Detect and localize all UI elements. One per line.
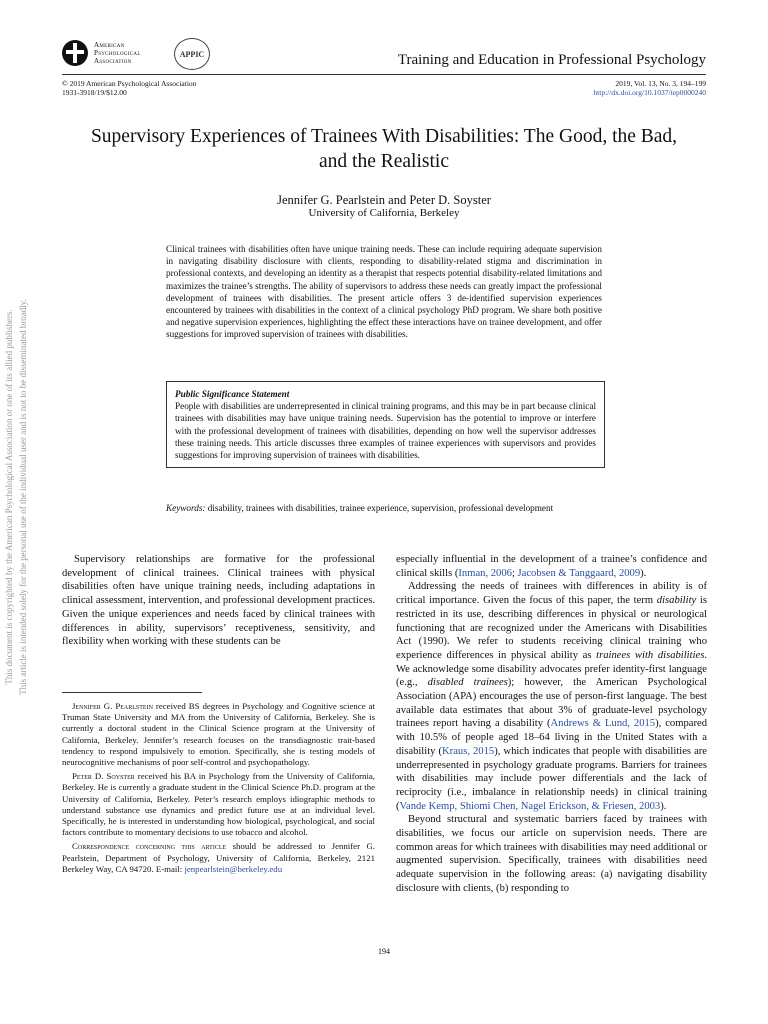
keywords-list: disability, trainees with disabilities, trainee experience, supervision, professional development <box>207 503 554 513</box>
issn-line: 1931-3918/19/$12.00 <box>62 88 127 97</box>
paragraph: Supervisory relationships are formative for the professional development of clinical trainees. Clinical trainees with physical disabilities often have unique training needs, including adaptations in clinical assessment, intervention, and professional development practices. Given the unique experiences and needs faced by clinical trainees with differences in ability, supervisors’ receptiveness, sensitivity, and flexibility when working with these students can be <box>62 554 375 648</box>
apa-logo <box>62 40 141 66</box>
citation-link[interactable]: Vande Kemp, Shiomi Chen, Nagel Erickson, & Friesen, 2003 <box>399 800 661 812</box>
footnote-correspondence: Correspondence concerning this article should be addressed to Jennifer G. Pearlstein, Department of Psychology, University of California, Berkeley, 2121 Berkeley Way, CA 94720. E-mail: jenpearlstein@berkeley.edu <box>62 841 375 874</box>
journal-title: Training and Education in Professional Psychology <box>397 52 706 68</box>
citation-link[interactable]: Jacobsen & Tanggaard, 2009 <box>517 567 641 579</box>
footnote-author2: Peter D. Soyster received his BA in Psychology from the University of California, Berkeley. He is currently a graduate student in the Clinical Science Ph.D. program at the University of California, Berkeley. Peter’s research employs idiographic methods to understand substance use dynamics and predict future use at an individual level. Specifically, he is interested in understanding how biological, psychological, and social factors contribute to momentary decisions to use tobacco and alcohol. <box>62 771 375 838</box>
copyright-side-notice: This document is copyrighted by the American Psychological Association or one of its allied publishers. This article is intended solely for the personal use of the individual user and is not to be disseminated broadly. <box>4 299 28 695</box>
paragraph: especially influential in the development of a trainee’s confidence and clinical skills (Inman, 2006; Jacobsen & Tanggaard, 2009). <box>396 554 707 579</box>
doi-link[interactable]: http://dx.doi.org/10.1037/tep0000240 <box>593 88 706 97</box>
article-title: Supervisory Experiences of Trainees With Disabilities: The Good, the Bad, and the Realistic <box>90 126 678 172</box>
abstract: Clinical trainees with disabilities often have unique training needs. These can include requiring adequate supervision in navigating disability disclosure with clients, responding to disability-related stigma and discrimination in professional contexts, and developing an identity as a therapist that respects potential disability-related limitations and maximizes the trainee’s strengths. The ability of supervisors to address these needs can greatly impact the professional development of trainees with disabilities. The present article offers 3 de-identified supervision experiences encountered by trainees with disabilities in the context of a clinical psychology PhD program. We share both positive and negative supervision experiences, highlighting the effect these interactions have on trainee development, and offer suggestions for improved supervision of trainees with disabilities. <box>166 244 602 340</box>
body-right-column <box>396 553 707 896</box>
appic-logo: APPIC <box>174 38 210 70</box>
public-significance-box <box>166 381 605 468</box>
volume-line: 2019, Vol. 13, No. 3, 194–199 <box>615 79 706 88</box>
public-significance-heading: Public Significance Statement <box>175 389 290 399</box>
footnote-rule <box>62 692 202 693</box>
volume-info <box>593 79 706 97</box>
page-number: 194 <box>378 947 390 956</box>
keywords-label: Keywords: <box>166 503 206 513</box>
apa-logo-text: American Psychological Association <box>94 41 141 65</box>
footnote-author1-name: Jennifer G. Pearlstein <box>72 701 153 711</box>
public-significance-text: People with disabilities are underrepresented in clinical training programs, and this may be in part because clinical trainees with disabilities may have unique training needs. Supervision has the potential to improve or interfere with the professional development of trainees with disabilities, depending on how well the supervisor addresses these training needs. This article discusses three examples of trainee experiences with supervisors and provides suggestions for improving supervision of trainees with disabilities. <box>175 401 596 461</box>
keywords <box>166 503 553 513</box>
footnote-author1: Jennifer G. Pearlstein received BS degrees in Psychology and Cognitive science at Truman State University and MA from the University of California, Berkeley. She is currently a doctoral student in the Clinical Science program at the University of California, Berkeley. Jennifer’s research focuses on the transdiagnostic trait-based tendency to respond impulsively to emotion. Specifically, she is testing models of neurocognitive mechanisms of poor self-control and psychopathology. <box>62 701 376 768</box>
apa-logo-icon <box>62 40 88 66</box>
citation-link[interactable]: Inman, 2006 <box>458 567 512 579</box>
affiliation: University of California, Berkeley <box>308 207 460 219</box>
header-rule <box>62 74 706 75</box>
copyright-line: © 2019 American Psychological Association <box>62 79 197 88</box>
email-link[interactable]: jenpearlstein@berkeley.edu <box>184 863 283 874</box>
copyright-info <box>62 79 196 97</box>
paragraph: Beyond structural and systematic barriers faced by trainees with disabilities, we focus our article on supervision needs. There are common areas for which trainees with disabilities may need additional or augmented supervision. Specifically, trainees with disabilities need adequate supervision in the following areas: (a) navigating disability disclosure with clients, (b) responding to <box>396 814 707 894</box>
citation-link[interactable]: Kraus, 2015 <box>442 745 495 757</box>
footnotes <box>62 701 375 878</box>
authors: Jennifer G. Pearlstein and Peter D. Soyster <box>277 193 491 207</box>
paragraph: Addressing the needs of trainees with differences in ability is of critical importance. Given the focus of this paper, the term disability is restricted in its use, describing differences in physical or neurological functioning that are recognized under the Americans with Disabilities Act (1990). We refer to students receiving clinical training who experience differences in physical ability as trainees with disabilities. We acknowledge some disability advocates prefer identity-first language (e.g., disabled trainees); however, the American Psychological Association (APA) encourages the use of person-first language. The best available data estimates that about 3% of graduate-level psychology trainees report having a disability (Andrews & Lund, 2015), compared with 10.5% of people aged 18–64 living in the United States with a disability (Kraus, 2015), which indicates that people with disabilities are underrepresented in psychology graduate programs. Barriers for trainees with disabilities may include power differentials and the lack of reciprocity (i.e., imbalance in relationship needs) in clinical training (Vande Kemp, Shiomi Chen, Nagel Erickson, & Friesen, 2003). <box>396 581 707 812</box>
citation-link[interactable]: Andrews & Lund, 2015 <box>550 718 656 730</box>
body-left-column <box>62 553 375 649</box>
footnote-author2-name: Peter D. Soyster <box>72 771 135 782</box>
